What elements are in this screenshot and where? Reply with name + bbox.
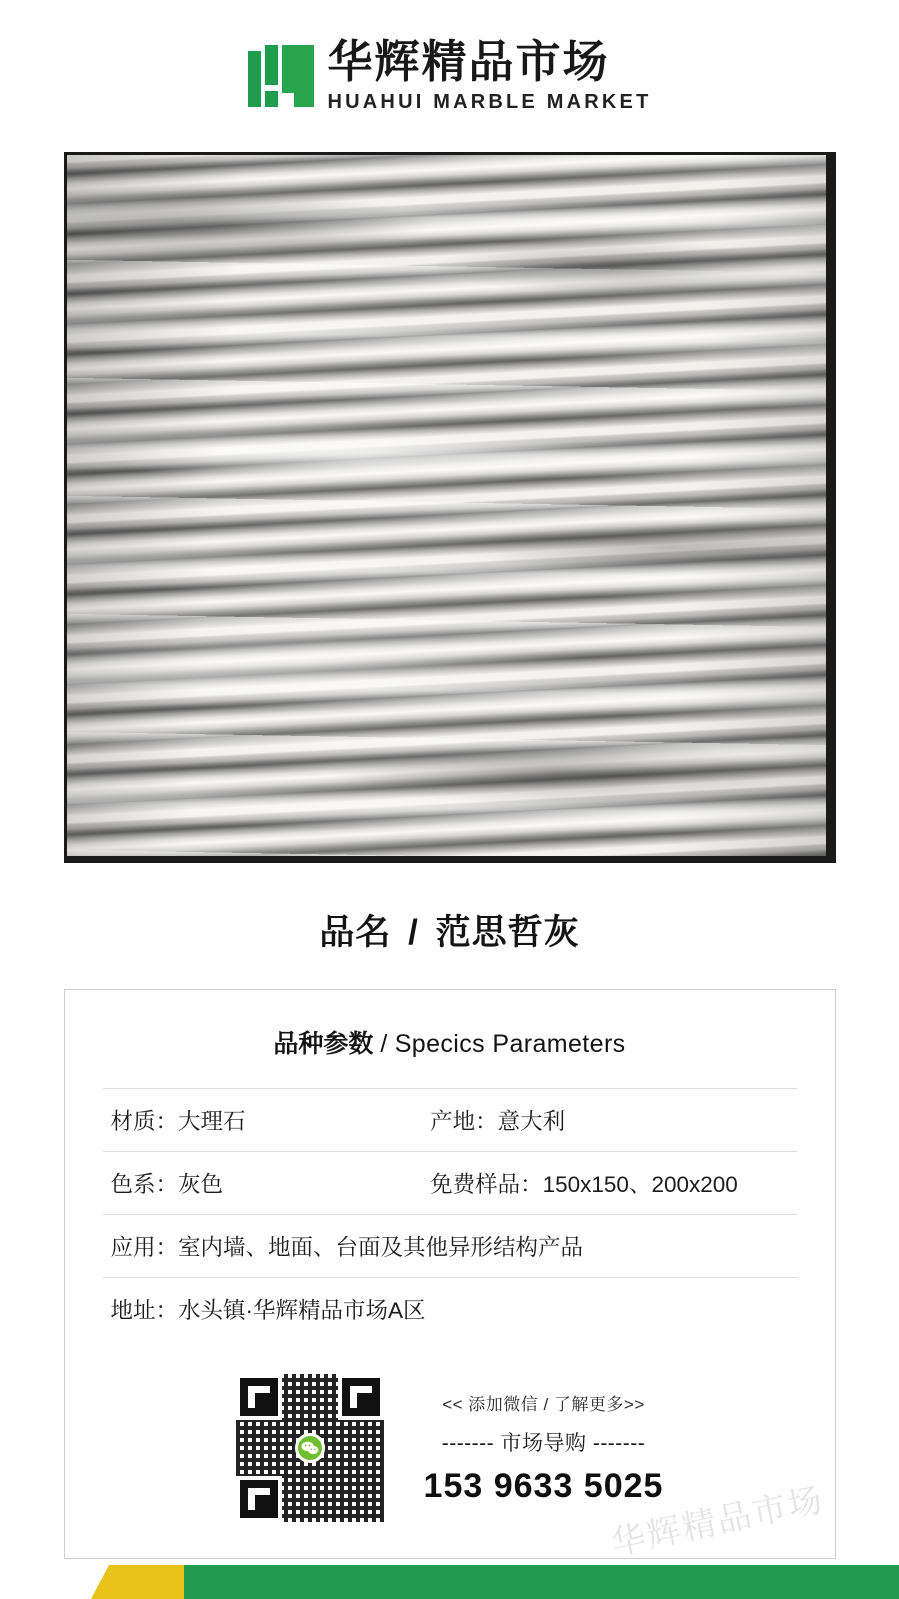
brand-name-cn: 华辉精品市场 bbox=[327, 36, 610, 88]
table-row bbox=[103, 1277, 797, 1340]
spec-value: 意大利 bbox=[497, 1109, 566, 1134]
spec-card-title bbox=[103, 1024, 797, 1060]
product-name-separator: / bbox=[408, 913, 419, 952]
table-row bbox=[103, 1214, 797, 1277]
wechat-icon bbox=[295, 1433, 325, 1463]
product-name-label: 品名 bbox=[319, 913, 392, 952]
spec-card bbox=[64, 989, 836, 1559]
brand-name-en: HUAHUI MARBLE MARKET bbox=[327, 90, 652, 113]
table-row bbox=[103, 1151, 797, 1214]
spec-value: 150x150、200x200 bbox=[542, 1172, 738, 1197]
spec-value: 室内墙、地面、台面及其他异形结构产品 bbox=[178, 1235, 584, 1260]
spec-cell bbox=[111, 1167, 431, 1199]
spec-label: 免费样品： bbox=[430, 1172, 543, 1197]
spec-label: 产地： bbox=[430, 1109, 498, 1134]
spec-title-en: Specics Parameters bbox=[394, 1030, 626, 1058]
spec-cell bbox=[111, 1104, 431, 1136]
spec-cell bbox=[430, 1104, 790, 1136]
spec-label: 色系： bbox=[110, 1172, 179, 1197]
spec-cell bbox=[111, 1230, 791, 1262]
spec-cell bbox=[111, 1293, 791, 1325]
contact-block bbox=[103, 1374, 797, 1528]
market-guide-text: ------- 市场导购 ------- bbox=[441, 1432, 646, 1455]
brand-logo bbox=[248, 38, 652, 114]
spec-value: 大理石 bbox=[178, 1109, 246, 1134]
footer-band bbox=[0, 1551, 899, 1599]
spec-cell bbox=[430, 1167, 790, 1199]
spec-label: 地址： bbox=[110, 1298, 179, 1323]
product-title bbox=[0, 905, 899, 955]
huahui-logo-icon bbox=[248, 45, 314, 107]
product-name-value: 范思哲灰 bbox=[435, 913, 580, 952]
spec-title-cn: 品种参数 bbox=[273, 1030, 374, 1058]
table-row bbox=[103, 1088, 797, 1151]
wechat-hint-text: << 添加微信 / 了解更多>> bbox=[442, 1395, 645, 1414]
phone-number[interactable]: 153 9633 5025 bbox=[423, 1467, 664, 1505]
wechat-qr-code[interactable] bbox=[236, 1374, 384, 1522]
spec-label: 材质： bbox=[110, 1109, 179, 1134]
marble-slab-image bbox=[67, 155, 826, 856]
spec-title-separator: / bbox=[380, 1030, 388, 1058]
watermark-text: 华辉精品市场 bbox=[608, 1480, 828, 1563]
spec-value: 水头镇·华辉精品市场A区 bbox=[178, 1298, 426, 1323]
spec-label: 应用： bbox=[110, 1235, 179, 1260]
product-image-frame bbox=[64, 152, 836, 863]
spec-value: 灰色 bbox=[178, 1172, 224, 1197]
page-header bbox=[0, 0, 899, 152]
